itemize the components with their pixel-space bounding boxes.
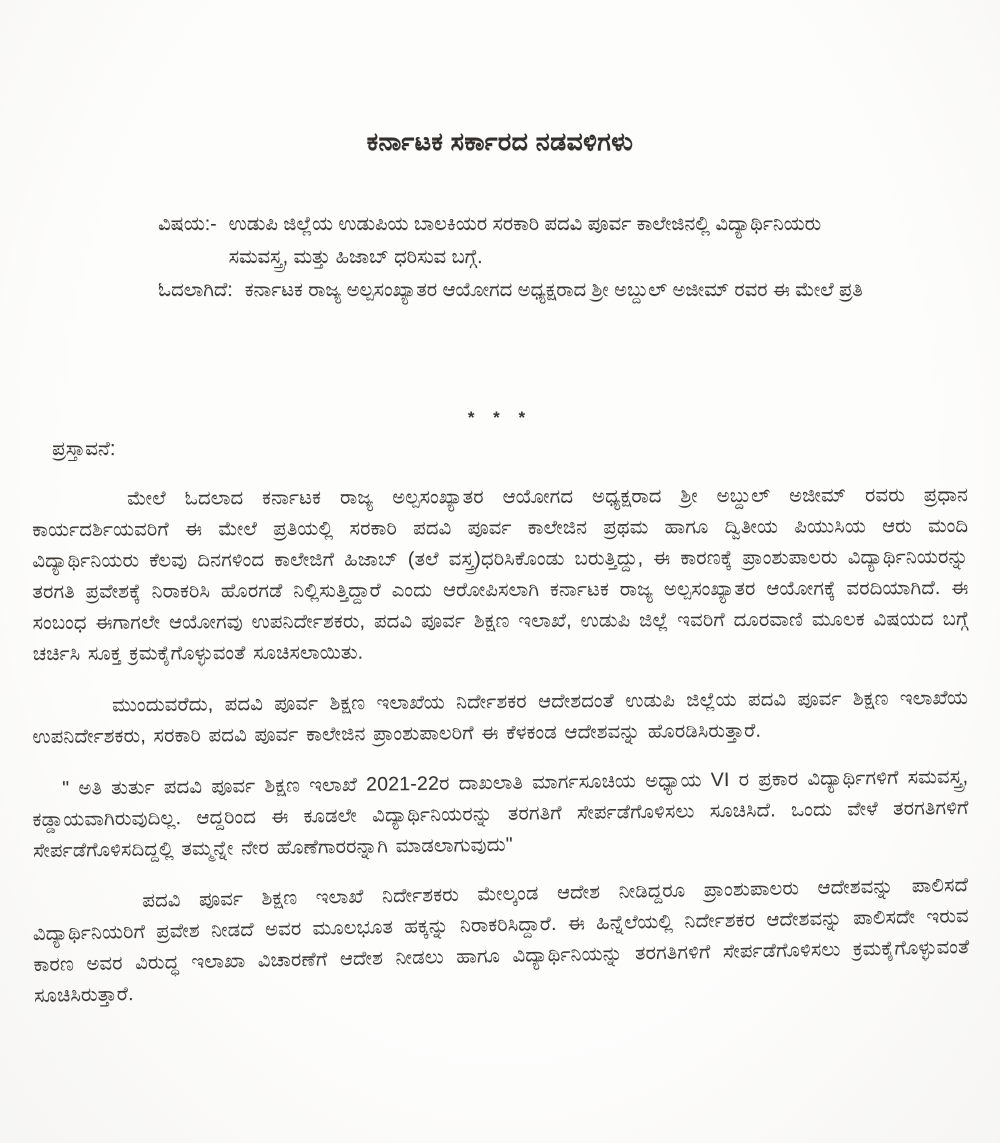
subject-label: ವಿಷಯ:-: [158, 213, 217, 235]
paragraph-preamble-report: ಮೇಲೆ ಓದಲಾದ ಕರ್ನಾಟಕ ರಾಜ್ಯ ಅಲ್ಪಸಂಖ್ಯಾತರ ಆಯೋಗದ ಅಧ್ಯಕ್ಷರಾದ ಶ್ರೀ ಅಬ್ದುಲ್ ಅಜೀಮ್ ರವರು ಪ್ರಧಾನ ಕಾರ್ಯದರ್ಶಿಯವರಿಗೆ ಈ ಮೇಲೆ ಪ್ರತಿಯಲ್ಲಿ ಸರಕಾರಿ ಪದವಿ ಪೂರ್ವ ಕಾಲೇಜಿನ ಪ್ರಥಮ ಹಾಗೂ ದ್ವಿತೀಯ ಪಿಯುಸಿಯ ಆರು ಮಂದಿ ವಿದ್ಯಾರ್ಥಿನಿಯರು ಕೆಲವು ದಿನಗಳಿಂದ ಕಾಲೇಜಿಗೆ ಹಿಜಾಬ್ (ತಲೆ ವಸ್ತ್ರ)ಧರಿಸಿಕೊಂಡು ಬರುತ್ತಿದ್ದು, ಈ ಕಾರಣಕ್ಕೆ ಪ್ರಾಂಶುಪಾಲರು ವಿದ್ಯಾರ್ಥಿನಿಯರನ್ನು ತರಗತಿ ಪ್ರವೇಶಕ್ಕೆ ನಿರಾಕರಿಸಿ ಹೊರಗಡೆ ನಿಲ್ಲಿಸುತ್ತಿದ್ದಾರೆ ಎಂದು ಆರೋಪಿಸಲಾಗಿ ಕರ್ನಾಟಕ ರಾಜ್ಯ ಅಲ್ಪಸಂಖ್ಯಾತರ ಆಯೋಗಕ್ಕೆ ವರದಿಯಾಗಿದೆ. ಈ ಸಂಬಂಧ ಈಗಾಗಲೇ ಆಯೋಗವು ಉಪನಿರ್ದೇಶಕರು, ಪದವಿ ಪೂರ್ವ ಶಿಕ್ಷಣ ಇಲಾಖೆ, ಉಡುಪಿ ಜಿಲ್ಲೆ ಇವರಿಗೆ ದೂರವಾಣಿ ಮೂಲಕ ವಿಷಯದ ಬಗ್ಗೆ ಚರ್ಚಿಸಿ ಸೂಕ್ತ ಕ್ರಮಕೈಗೊಳ್ಳುವಂತೆ ಸೂಚಿಸಲಾಯಿತು.: [32, 483, 969, 665]
read-row: [158, 274, 874, 307]
read-label: ಓದಲಾಗಿದೆ:: [158, 279, 233, 301]
section-separator: * * *: [467, 408, 533, 427]
document-title: ಕರ್ನಾಟಕ ಸರ್ಕಾರದ ನಡವಳಿಗಳು: [366, 128, 634, 156]
subject-row: [158, 208, 874, 274]
document-body: [32, 484, 968, 1012]
preamble-heading: ಪ್ರಸ್ತಾವನೆ:: [52, 438, 116, 460]
paragraph-director-order-intro: ಮುಂದುವರೆದು, ಪದವಿ ಪೂರ್ವ ಶಿಕ್ಷಣ ಇಲಾಖೆಯ ನಿರ್ದೇಶಕರ ಆದೇಶದಂತೆ ಉಡುಪಿ ಜಿಲ್ಲೆಯ ಪದವಿ ಪೂರ್ವ ಶಿಕ್ಷಣ ಇಲಾಖೆಯ ಉಪನಿರ್ದೇಶಕರು, ಸರಕಾರಿ ಪದವಿ ಪೂರ್ವ ಕಾಲೇಜಿನ ಪ್ರಾಂಶುಪಾಲರಿಗೆ ಈ ಕೆಳಕಂಡ ಆದೇಶವನ್ನು ಹೊರಡಿಸಿರುತ್ತಾರೆ.: [32, 686, 969, 748]
paragraph-quoted-order: " ಅತಿ ತುರ್ತು ಪದವಿ ಪೂರ್ವ ಶಿಕ್ಷಣ ಇಲಾಖೆ 2021-22ರ ದಾಖಲಾತಿ ಮಾರ್ಗಸೂಚಿಯ ಅಧ್ಯಾಯ VI ರ ಪ್ರಕಾರ ವಿದ್ಯಾರ್ಥಿಗಳಿಗೆ ಸಮವಸ್ತ್ರ, ಕಡ್ಡಾಯವಾಗಿರುವುದಿಲ್ಲ. ಆದ್ದರಿಂದ ಈ ಕೂಡಲೇ ವಿದ್ಯಾರ್ಥಿನಿಯರನ್ನು ತರಗತಿಗೆ ಸೇರ್ಪಡೆಗೊಳಿಸಲು ಸೂಚಿಸಿದೆ. ಒಂದು ವೇಳೆ ತರಗತಿಗಳಿಗೆ ಸೇರ್ಪಡೆಗೊಳಿಸದಿದ್ದಲ್ಲಿ ತಮ್ಮನ್ನೇ ನೇರ ಹೊಣೆಗಾರರನ್ನಾಗಿ ಮಾಡಲಾಗುವುದು": [32, 765, 969, 862]
paragraph-noncompliance-action: ಪದವಿ ಪೂರ್ವ ಶಿಕ್ಷಣ ಇಲಾಖೆ ನಿರ್ದೇಶಕರು ಮೇಲ್ಕಂಡ ಆದೇಶ ನೀಡಿದ್ದರೂ ಪ್ರಾಂಶುಪಾಲರು ಆದೇಶವನ್ನು ಪಾಲಿಸದೆ ವಿದ್ಯಾರ್ಥಿನಿಯರಿಗೆ ಪ್ರವೇಶ ನೀಡದೆ ಅವರ ಮೂಲಭೂತ ಹಕ್ಕನ್ನು ನಿರಾಕರಿಸಿದ್ದಾರೆ. ಈ ಹಿನ್ನೆಲೆಯಲ್ಲಿ ನಿರ್ದೇಶಕರ ಆದೇಶವನ್ನು ಪಾಲಿಸದೇ ಇರುವ ಕಾರಣ ಅವರ ವಿರುದ್ಧ ಇಲಾಖಾ ವಿಚಾರಣೆಗೆ ಆದೇಶ ನೀಡಲು ಹಾಗೂ ವಿದ್ಯಾರ್ಥಿನಿಯನ್ನು ತರಗತಿಗಳಿಗೆ ಸೇರ್ಪಡೆಗೊಳಿಸಲು ಕ್ರಮಕೈಗೊಳ್ಳುವಂತೆ ಸೂಚಿಸಿರುತ್ತಾರೆ.: [32, 874, 970, 1007]
subject-text: ಉಡುಪಿ ಜಿಲ್ಲೆಯ ಉಡುಪಿಯ ಬಾಲಕಿಯರ ಸರಕಾರಿ ಪದವಿ ಪೂರ್ವ ಕಾಲೇಜಿನಲ್ಲಿ ವಿದ್ಯಾರ್ಥಿನಿಯರು ಸಮವಸ್ತ್ರ, ಮತ್ತು ಹಿಜಾಬ್ ಧರಿಸುವ ಬಗ್ಗೆ.: [228, 213, 822, 268]
read-text: ಕರ್ನಾಟಕ ರಾಜ್ಯ ಅಲ್ಪಸಂಖ್ಯಾತರ ಆಯೋಗದ ಅಧ್ಯಕ್ಷರಾದ ಶ್ರೀ ಅಬ್ದುಲ್ ಅಜೀಮ್ ರವರ ಈ ಮೇಲೆ ಪ್ರತಿ: [244, 279, 863, 301]
heading-block: [158, 208, 874, 307]
